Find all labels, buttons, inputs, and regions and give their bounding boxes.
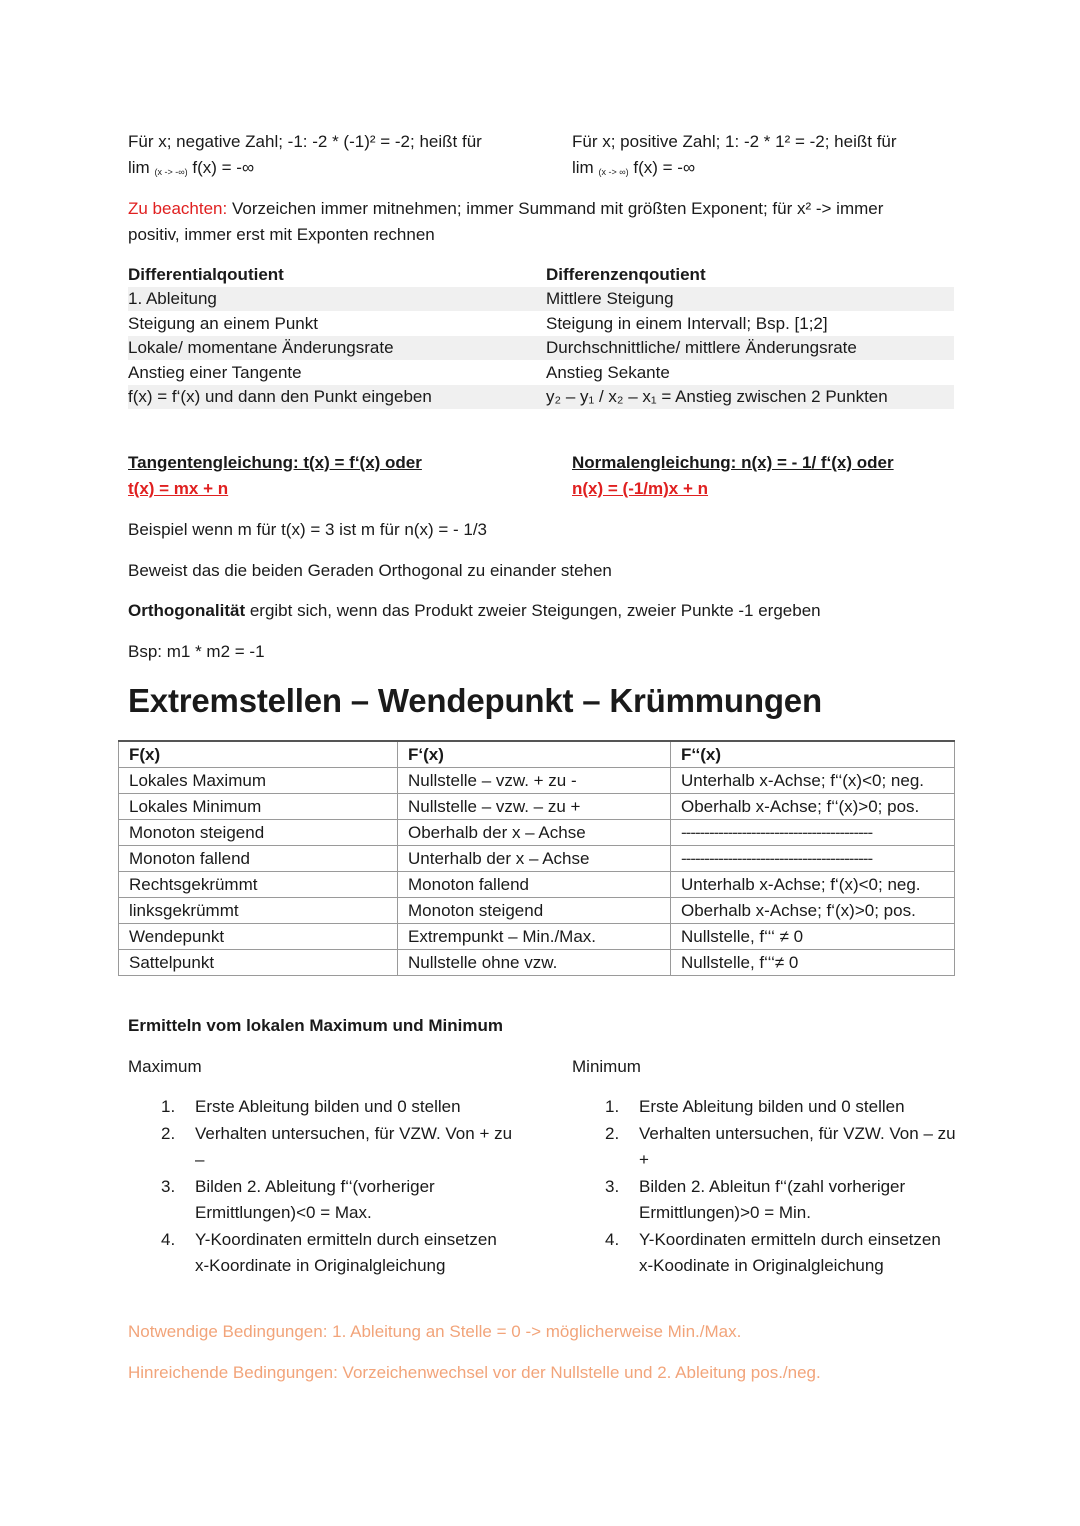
table-header-cell: F‘(x): [398, 741, 671, 768]
comparison-row: [128, 336, 954, 360]
step-text: Erste Ableitung bilden und 0 stellen: [639, 1097, 905, 1116]
minimum-label: Minimum: [572, 1057, 641, 1076]
table-cell: Unterhalb x-Achse; f‘(x)<0; neg.: [671, 872, 955, 898]
table-cell: -----------------------------------------: [671, 820, 955, 846]
table-row: [119, 950, 955, 976]
table-cell: Oberhalb x-Achse; f‘(x)>0; pos.: [671, 898, 955, 924]
normal-title: Normalengleichung: n(x) = - 1/ f‘(x) oder: [572, 453, 894, 472]
lim-value: f(x) = -∞: [633, 158, 696, 177]
comparison-left-cell: Steigung an einem Punkt: [128, 314, 318, 333]
proof-text: Beweist das die beiden Geraden Orthogonal zu einander stehen: [128, 561, 612, 580]
table-cell: Unterhalb x-Achse; f‘‘(x)<0; neg.: [671, 768, 955, 794]
necessary-condition: Notwendige Bedingungen: 1. Ableitung an Stelle = 0 -> möglicherweise Min./Max.: [128, 1322, 742, 1341]
list-item: [161, 1094, 515, 1121]
orthogonality-text: [128, 601, 821, 621]
table-row: [119, 846, 955, 872]
step-text: Verhalten untersuchen, für VZW. Von + zu –: [195, 1123, 513, 1169]
example-product: Bsp: m1 * m2 = -1: [128, 642, 265, 661]
comparison-left-cell: Lokale/ momentane Änderungsrate: [128, 338, 394, 357]
list-item: [605, 1094, 959, 1121]
minimum-steps: [605, 1094, 959, 1280]
step-number: 3.: [605, 1176, 620, 1196]
tangent-formula: t(x) = mx + n: [128, 479, 229, 498]
comparison-left-header: Differentialqoutient: [128, 265, 284, 284]
comparison-right-cell: Anstieg Sekante: [546, 363, 670, 382]
list-item: [605, 1227, 959, 1280]
section-heading: Extremstellen – Wendepunkt – Krümmungen: [128, 682, 822, 719]
comparison-row: [128, 361, 954, 385]
step-text: Y-Koordinaten ermitteln durch einsetzen x-Koordinate in Originalgleichung: [195, 1229, 497, 1275]
table-cell: Wendepunkt: [119, 924, 398, 950]
table-cell: Nullstelle – vzw. – zu +: [398, 794, 671, 820]
limit-positive-formula: [572, 158, 695, 178]
limit-positive-text: Für x; positive Zahl; 1: -2 * 1² = -2; heißt für: [572, 132, 897, 151]
lim-label: lim: [572, 158, 594, 177]
step-text: Erste Ableitung bilden und 0 stellen: [195, 1097, 461, 1116]
step-text: Bilden 2. Ableitun f‘‘(zahl vorheriger Ermittlungen)>0 = Min.: [639, 1176, 906, 1222]
orthogonality-term: Orthogonalität: [128, 601, 246, 620]
list-item: [605, 1121, 959, 1174]
table-row: [119, 768, 955, 794]
table-cell: Sattelpunkt: [119, 950, 398, 976]
limit-negative-formula: [128, 158, 254, 178]
list-item: [161, 1174, 515, 1227]
determine-title: Ermitteln vom lokalen Maximum und Minimum: [128, 1016, 503, 1035]
comparison-left-cell: 1. Ableitung: [128, 289, 217, 308]
table-cell: Monoton steigend: [119, 820, 398, 846]
comparison-row: [128, 385, 954, 409]
table-header-cell: F(x): [119, 741, 398, 768]
step-text: Y-Koordinaten ermitteln durch einsetzen x-Koodinate in Originalgleichung: [639, 1229, 941, 1275]
note-line-2: positiv, immer erst mit Exponten rechnen: [128, 225, 435, 244]
comparison-row: [128, 312, 954, 336]
orthogonality-definition: ergibt sich, wenn das Produkt zweier Steigungen, zweier Punkte -1 ergeben: [245, 601, 821, 620]
table-cell: Monoton steigend: [398, 898, 671, 924]
maximum-steps: [161, 1094, 515, 1280]
step-number: 4.: [605, 1229, 620, 1249]
comparison-right-header: Differenzenqoutient: [546, 265, 706, 284]
table-header-row: [119, 741, 955, 768]
sufficient-condition: Hinreichende Bedingungen: Vorzeichenwechsel vor der Nullstelle und 2. Ableitung pos./neg.: [128, 1363, 821, 1382]
table-cell: Rechtsgekrümmt: [119, 872, 398, 898]
comparison-row: [128, 287, 954, 311]
step-text: Bilden 2. Ableitung f‘‘(vorheriger Ermittlungen)<0 = Max.: [195, 1176, 435, 1222]
extrema-table: [118, 740, 955, 976]
table-row: [119, 872, 955, 898]
step-number: 1.: [605, 1097, 620, 1116]
table-cell: Nullstelle, f‘‘‘≠ 0: [671, 950, 955, 976]
table-cell: Nullstelle, f‘‘‘ ≠ 0: [671, 924, 955, 950]
comparison-right-cell: Steigung in einem Intervall; Bsp. [1;2]: [546, 314, 828, 333]
step-text: Verhalten untersuchen, für VZW. Von – zu +: [639, 1123, 956, 1169]
table-row: [119, 924, 955, 950]
comparison-right-cell: Durchschnittliche/ mittlere Änderungsrate: [546, 338, 857, 357]
table-cell: Nullstelle – vzw. + zu -: [398, 768, 671, 794]
table-row: [119, 898, 955, 924]
table-cell: Unterhalb der x – Achse: [398, 846, 671, 872]
step-number: 2.: [161, 1123, 176, 1143]
table-row: [119, 820, 955, 846]
table-cell: -----------------------------------------: [671, 846, 955, 872]
step-number: 4.: [161, 1229, 176, 1249]
list-item: [605, 1174, 959, 1227]
step-number: 3.: [161, 1176, 176, 1196]
comparison-header-row: [128, 263, 954, 287]
maximum-label: Maximum: [128, 1057, 202, 1076]
note-text: Vorzeichen immer mitnehmen; immer Summand mit größten Exponent; für x² -> immer: [227, 199, 884, 218]
table-cell: linksgekrümmt: [119, 898, 398, 924]
comparison-right-cell: Mittlere Steigung: [546, 289, 674, 308]
table-cell: Monoton fallend: [398, 872, 671, 898]
table-cell: Oberhalb der x – Achse: [398, 820, 671, 846]
comparison-left-cell: f(x) = f‘(x) und dann den Punkt eingeben: [128, 387, 432, 406]
note-label: Zu beachten:: [128, 199, 228, 218]
normal-formula: n(x) = (-1/m)x + n: [572, 479, 709, 498]
step-number: 1.: [161, 1097, 176, 1116]
table-cell: Oberhalb x-Achse; f‘‘(x)>0; pos.: [671, 794, 955, 820]
lim-value: f(x) = -∞: [192, 158, 255, 177]
table-cell: Extrempunkt – Min./Max.: [398, 924, 671, 950]
lim-subscript: (x -> ∞): [598, 167, 629, 177]
table-cell: Lokales Maximum: [119, 768, 398, 794]
table-header-cell: F‘‘(x): [671, 741, 955, 768]
table-cell: Monoton fallend: [119, 846, 398, 872]
comparison-right-cell: y₂ – y₁ / x₂ – x₁ = Anstieg zwischen 2 Punkten: [546, 387, 888, 406]
table-cell: Nullstelle ohne vzw.: [398, 950, 671, 976]
note-line-1: [128, 199, 883, 219]
step-number: 2.: [605, 1123, 620, 1143]
table-cell: Lokales Minimum: [119, 794, 398, 820]
limit-negative-text: Für x; negative Zahl; -1: -2 * (-1)² = -2; heißt für: [128, 132, 482, 151]
list-item: [161, 1227, 515, 1280]
lim-label: lim: [128, 158, 150, 177]
tangent-title: Tangentengleichung: t(x) = f‘(x) oder: [128, 453, 422, 472]
lim-subscript: (x -> -∞): [154, 167, 188, 177]
table-row: [119, 794, 955, 820]
example-text: Beispiel wenn m für t(x) = 3 ist m für n(x) = - 1/3: [128, 520, 488, 539]
list-item: [161, 1121, 515, 1174]
comparison-left-cell: Anstieg einer Tangente: [128, 363, 302, 382]
